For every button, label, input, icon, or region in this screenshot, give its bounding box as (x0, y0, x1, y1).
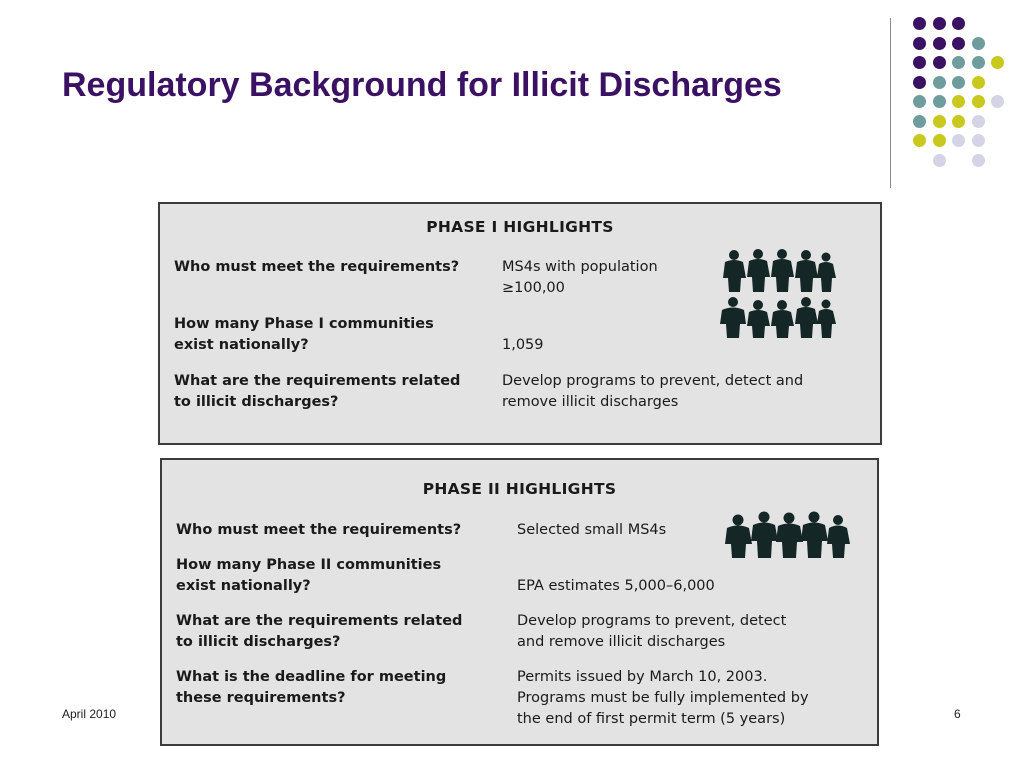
decorative-dot (972, 115, 985, 128)
phase1-question-count: How many Phase I communities exist nationally? (174, 316, 434, 353)
decorative-dot (913, 56, 926, 69)
decorative-dot (933, 134, 946, 147)
decorative-dot (972, 134, 985, 147)
slide-title: Regulatory Background for Illicit Discharges (62, 66, 782, 104)
decorative-dot (933, 17, 946, 30)
people-group-icon (722, 248, 838, 294)
decorative-dot (933, 154, 946, 167)
decorative-dot (972, 95, 985, 108)
people-group-icon (724, 510, 852, 560)
phase1-answer-count: 1,059 (502, 337, 544, 353)
people-group-icon (720, 296, 836, 340)
phase2-question-count: How many Phase II communities exist nationally? (176, 557, 442, 594)
decorative-dot (952, 115, 965, 128)
page-number: 6 (954, 707, 961, 721)
decorative-dot (933, 95, 946, 108)
phase2-answer-count: EPA estimates 5,000–6,000 (517, 578, 715, 594)
phase2-answer-deadline: Permits issued by March 10, 2003. Programs must be fully implemented by the end of first permit term (5 years) (517, 669, 809, 727)
decorative-dot (952, 17, 965, 30)
decorative-dot (972, 154, 985, 167)
phase1-question-who: Who must meet the requirements? (174, 259, 460, 275)
phase1-heading: PHASE I HIGHLIGHTS (426, 218, 614, 236)
phase1-answer-requirements: Develop programs to prevent, detect and remove illicit discharges (502, 373, 804, 410)
decorative-dot (913, 115, 926, 128)
decorative-dot (972, 56, 985, 69)
decorative-dot-grid (0, 0, 1024, 200)
decorative-dot (952, 76, 965, 89)
decorative-dot (991, 56, 1004, 69)
decorative-dot (933, 76, 946, 89)
phase1-question-requirements: What are the requirements related to illicit discharges? (174, 373, 461, 410)
phase1-answer-who: MS4s with population ≥100,00 (502, 259, 658, 296)
phase2-answer-who: Selected small MS4s (517, 522, 667, 538)
decorative-dot (933, 115, 946, 128)
decorative-dot (952, 56, 965, 69)
divider-line (890, 18, 891, 188)
footer-date: April 2010 (62, 707, 117, 721)
phase2-question-requirements: What are the requirements related to illicit discharges? (176, 613, 463, 650)
decorative-dot (913, 17, 926, 30)
phase2-answer-requirements: Develop programs to prevent, detect and remove illicit discharges (517, 613, 787, 650)
phase2-highlights-panel (160, 458, 879, 746)
decorative-dot (933, 56, 946, 69)
phase2-question-who: Who must meet the requirements? (176, 522, 462, 538)
decorative-dot (913, 76, 926, 89)
phase2-heading: PHASE II HIGHLIGHTS (422, 480, 617, 498)
decorative-dot (913, 37, 926, 50)
phase1-highlights-panel (158, 202, 882, 445)
decorative-dot (952, 37, 965, 50)
decorative-dot (913, 95, 926, 108)
decorative-dot (952, 134, 965, 147)
phase2-question-deadline: What is the deadline for meeting these requirements? (176, 669, 447, 706)
decorative-dot (972, 76, 985, 89)
decorative-dot (933, 37, 946, 50)
decorative-dot (952, 95, 965, 108)
decorative-dot (913, 134, 926, 147)
decorative-dot (991, 95, 1004, 108)
decorative-dot (972, 37, 985, 50)
